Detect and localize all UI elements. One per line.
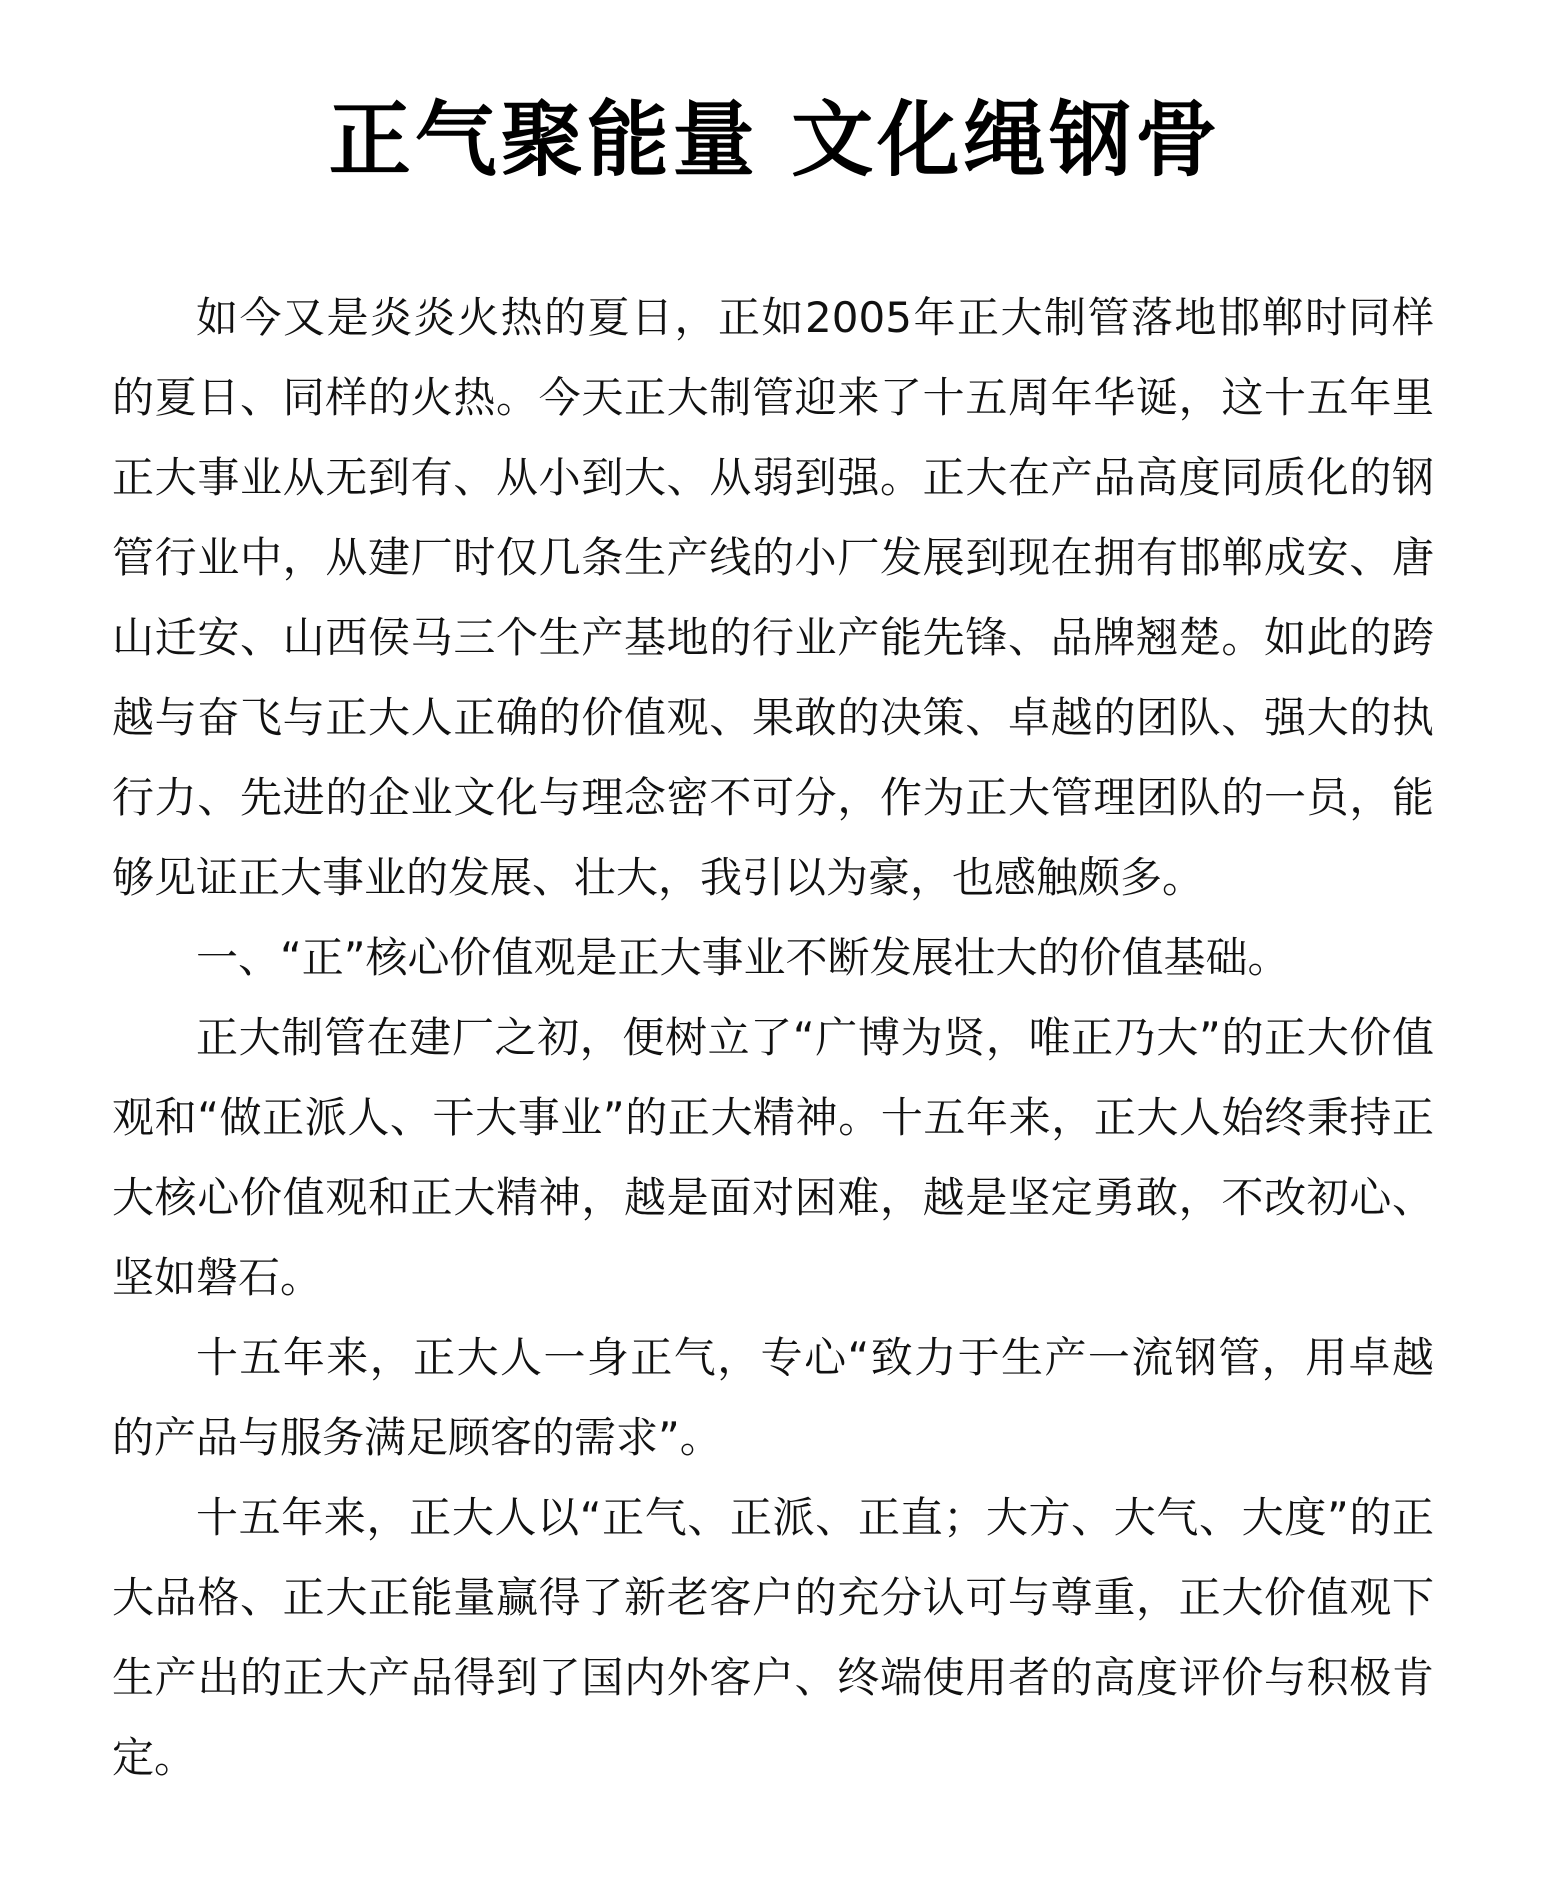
paragraph-intro: 如今又是炎炎火热的夏日，正如2005年正大制管落地邯郸时同样的夏日、同样的火热。今天正大制管迎来了十五周年华诞，这十五年里正大事业从无到有、从小到大、从弱到强。正大在产品高度同质化的钢管行业中，从建厂时仅几条生产线的小厂发展到现在拥有邯郸成安、唐山迁安、山西侯马三个生产基地的行业产能先锋、品牌翘楚。如此的跨越与奋飞与正大人正确的价值观、果敢的决策、卓越的团队、强大的执行力、先进的企业文化与理念密不可分，作为正大管理团队的一员，能够见证正大事业的发展、壮大，我引以为豪，也感触颇多。 <box>112 293 1434 902</box>
section-heading-1: 一、“正”核心价值观是正大事业不断发展壮大的价值基础。 <box>196 933 1290 982</box>
paragraph-character: 十五年来，正大人以“正气、正派、正直；大方、大气、大度”的正大品格、正大正能量赢得了新老客户的充分认可与尊重，正大价值观下生产出的正大产品得到了国内外客户、终端使用者的高度评价与积极肯定。 <box>112 1493 1434 1782</box>
paragraph-values: 正大制管在建厂之初，便树立了“广博为贤，唯正乃大”的正大价值观和“做正派人、干大事业”的正大精神。十五年来，正大人始终秉持正大核心价值观和正大精神，越是面对困难，越是坚定勇敢，不改初心、坚如磐石。 <box>112 1013 1434 1302</box>
document-body <box>112 278 1434 1798</box>
document-title: 正气聚能量 文化绳钢骨 <box>328 92 1222 188</box>
paragraph-product-focus: 十五年来，正大人一身正气，专心“致力于生产一流钢管，用卓越的产品与服务满足顾客的需求”。 <box>112 1333 1434 1462</box>
